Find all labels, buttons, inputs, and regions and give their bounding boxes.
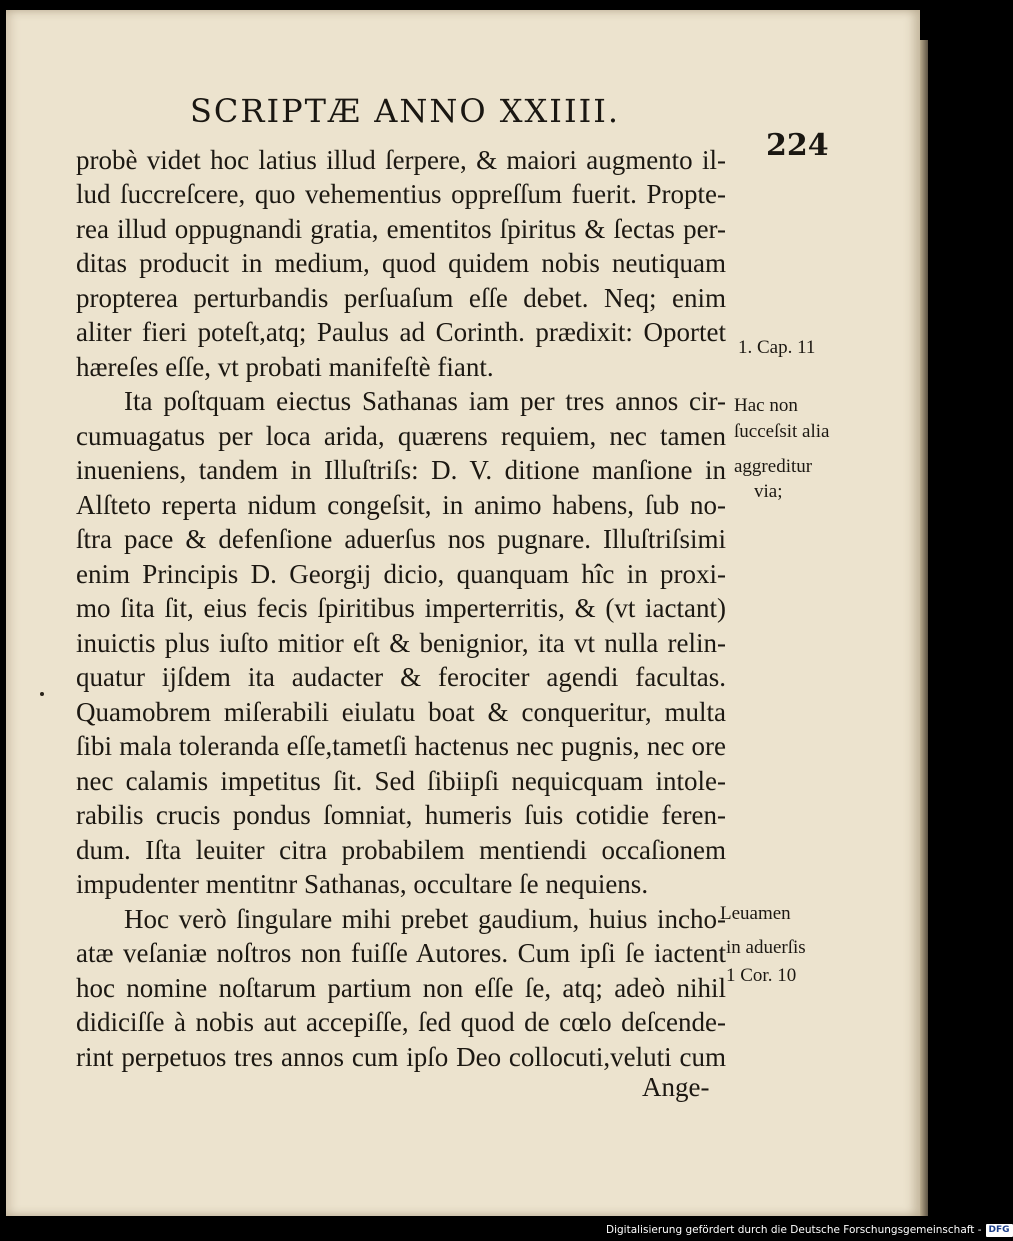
text-line: propterea perturbandis perſuaſum eſſe debet. Neq; enim xyxy=(76,283,726,313)
text-line: probè videt hoc latius illud ſerpere, & maiori augmento il- xyxy=(76,145,726,175)
text-line: hæreſes eſſe, vt probati manifeſtè fiant. xyxy=(76,352,494,382)
page-edge xyxy=(920,40,928,1216)
text-line: ditas producit in medium, quod quidem nobis neutiquam xyxy=(76,248,726,278)
text-line: nec calamis impetitus ſit. Sed ſibiipſi nequicquam intole- xyxy=(76,766,726,796)
text-line: cumuagatus per loca arida, quærens requiem, nec tamen xyxy=(76,421,726,451)
credit-text: Digitalisierung gefördert durch die Deutsche Forschungsgemeinschaft - xyxy=(606,1224,982,1236)
text-line: inuictis plus iuſto mitior eſt & benignior, ita vt nulla relin- xyxy=(76,628,726,658)
text-line: ſtra pace & defenſione aduerſus nos pugnare. Illuſtriſsimi xyxy=(76,524,726,554)
text-line: mo ſita ſit, eius fecis ſpiritibus imperterritis, & (vt iactant) xyxy=(76,593,726,623)
text-line: didiciſſe à nobis aut accepiſſe, ſed quod de cœlo deſcende- xyxy=(76,1007,726,1037)
text-line: rabilis crucis pondus ſomniat, humeris ſuis cotidie feren- xyxy=(76,800,726,830)
margin-note: Leuamen xyxy=(720,903,791,924)
text-line: Ita poſtquam eiectus Sathanas iam per tres annos cir- xyxy=(124,386,726,416)
digitization-credit xyxy=(606,1222,1013,1238)
catchword: Ange- xyxy=(642,1072,710,1102)
dfg-logo-icon: DFG xyxy=(986,1224,1013,1237)
text-line: inueniens, tandem in Illuſtriſs: D. V. ditione manſione in xyxy=(76,455,726,485)
text-line: Quamobrem miſerabili eiulatu boat & conqueritur, multa xyxy=(76,697,726,727)
margin-note: aggreditur xyxy=(734,456,813,477)
margin-note: via; xyxy=(754,481,783,502)
text-line: impudenter mentitnr Sathanas, occultare ſe nequiens. xyxy=(76,869,649,899)
text-line: Hoc verò ſingulare mihi prebet gaudium, huius incho- xyxy=(124,904,726,934)
text-line: aliter fieri poteſt,atq; Paulus ad Corinth. prædixit: Oportet xyxy=(76,317,726,347)
margin-note: in aduerſis xyxy=(726,937,806,958)
page-number: 224 xyxy=(766,128,829,163)
running-head: SCRIPTÆ ANNO XXIIII. xyxy=(190,92,621,130)
text-line: ſibi mala toleranda eſſe,tametſi hactenus nec pugnis, nec ore xyxy=(76,731,726,761)
text-line: rea illud oppugnandi gratia, ementitos ſpiritus & ſectas per- xyxy=(76,214,726,244)
text-line: quatur ijſdem ita audacter & ferociter agendi facultas. xyxy=(76,662,726,692)
margin-note: ſucceſsit alia xyxy=(734,421,830,442)
text-line: rint perpetuos tres annos cum ipſo Deo collocuti,veluti cum xyxy=(76,1042,726,1072)
text-line: lud ſuccreſcere, quo vehementius oppreſſum fuerit. Propte- xyxy=(76,179,726,209)
book-page xyxy=(6,10,920,1216)
text-line: enim Principis D. Georgij dicio, quanquam hîc in proxi- xyxy=(76,559,726,589)
ink-spot xyxy=(40,692,44,696)
margin-note: Hac non xyxy=(734,395,798,416)
margin-note: 1. Cap. 11 xyxy=(738,337,816,358)
text-line: hoc nomine noſtarum partium non eſſe ſe, atq; adeò nihil xyxy=(76,973,726,1003)
text-line: Alſteto reperta nidum congeſsit, in animo habens, ſub no- xyxy=(76,490,726,520)
text-line: atæ veſaniæ noſtros non fuiſſe Autores. Cum ipſi ſe iactent xyxy=(76,938,726,968)
text-line: dum. Iſta leuiter citra probabilem mentiendi occaſionem xyxy=(76,835,726,865)
margin-note: 1 Cor. 10 xyxy=(726,965,797,986)
